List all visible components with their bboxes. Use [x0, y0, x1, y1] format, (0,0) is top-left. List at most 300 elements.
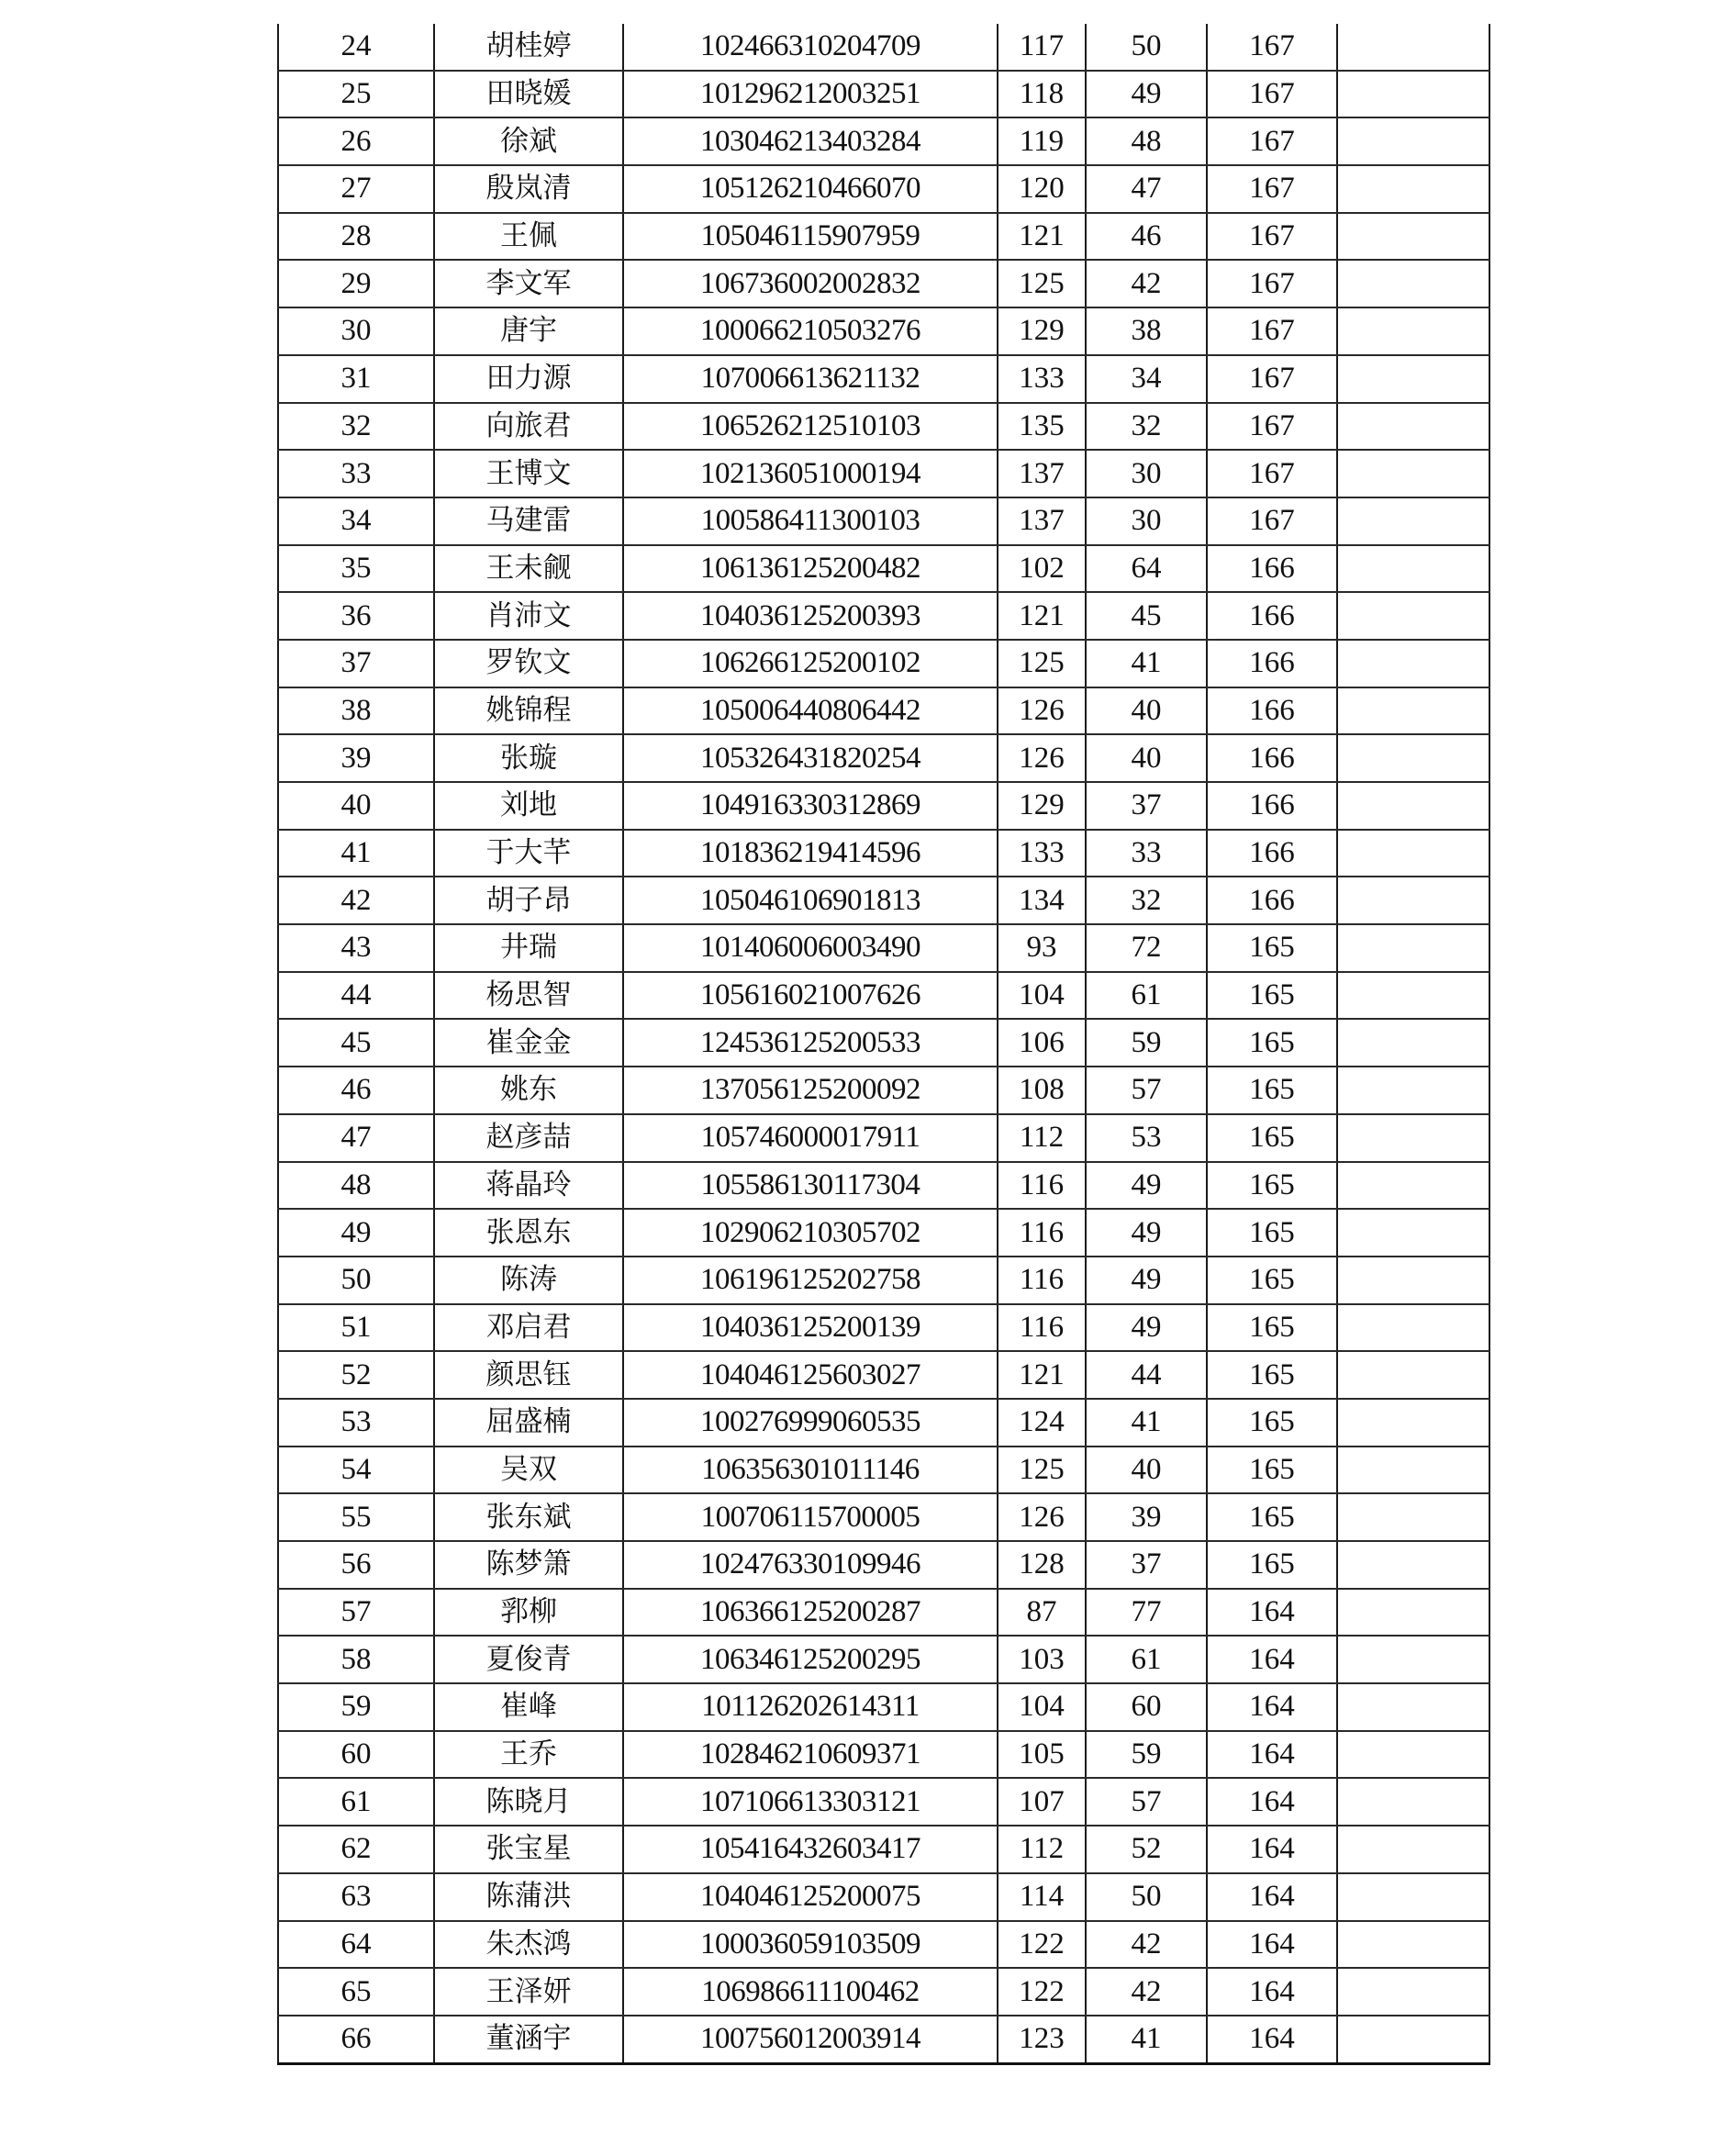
cell-score-2: 50	[1086, 24, 1207, 71]
cell-name: 张璇	[434, 734, 623, 782]
cell-candidate-id: 105006440806442	[623, 687, 998, 735]
table-row	[278, 734, 1489, 782]
cell-candidate-id: 105046106901813	[623, 877, 998, 924]
cell-candidate-id: 105326431820254	[623, 734, 998, 782]
cell-note	[1337, 1162, 1489, 1210]
cell-score-1: 121	[998, 213, 1086, 261]
cell-score-1: 112	[998, 1114, 1086, 1162]
cell-score-1: 133	[998, 355, 1086, 403]
cell-score-2: 30	[1086, 450, 1207, 497]
cell-note	[1337, 1493, 1489, 1541]
cell-seq-no: 36	[278, 592, 434, 640]
cell-candidate-id: 105586130117304	[623, 1162, 998, 1210]
cell-name: 王乔	[434, 1731, 623, 1779]
cell-total: 164	[1207, 1683, 1337, 1731]
cell-total: 165	[1207, 1257, 1337, 1304]
table-row	[278, 1304, 1489, 1352]
cell-seq-no: 35	[278, 545, 434, 593]
cell-note	[1337, 592, 1489, 640]
table-row	[278, 640, 1489, 687]
cell-note	[1337, 450, 1489, 497]
cell-seq-no: 47	[278, 1114, 434, 1162]
cell-score-1: 134	[998, 877, 1086, 924]
cell-candidate-id: 100756012003914	[623, 2016, 998, 2063]
cell-total: 166	[1207, 687, 1337, 735]
cell-name: 马建雷	[434, 497, 623, 545]
cell-total: 167	[1207, 117, 1337, 165]
cell-score-1: 106	[998, 1019, 1086, 1067]
table-row	[278, 260, 1489, 307]
cell-name: 颜思钰	[434, 1351, 623, 1399]
cell-seq-no: 34	[278, 497, 434, 545]
cell-candidate-id: 124536125200533	[623, 1019, 998, 1067]
cell-name: 胡桂婷	[434, 24, 623, 71]
cell-score-2: 52	[1086, 1826, 1207, 1873]
cell-note	[1337, 213, 1489, 261]
cell-candidate-id: 106736002002832	[623, 260, 998, 307]
cell-score-1: 87	[998, 1589, 1086, 1637]
cell-total: 165	[1207, 1304, 1337, 1352]
cell-seq-no: 39	[278, 734, 434, 782]
table-row	[278, 1541, 1489, 1589]
cell-note	[1337, 71, 1489, 118]
cell-name: 刘地	[434, 782, 623, 830]
cell-note	[1337, 403, 1489, 451]
cell-name: 张宝星	[434, 1826, 623, 1873]
cell-seq-no: 55	[278, 1493, 434, 1541]
cell-name: 肖沛文	[434, 592, 623, 640]
cell-seq-no: 26	[278, 117, 434, 165]
cell-score-1: 104	[998, 1683, 1086, 1731]
cell-score-1: 121	[998, 592, 1086, 640]
cell-score-2: 41	[1086, 1399, 1207, 1447]
cell-note	[1337, 2016, 1489, 2063]
cell-score-2: 49	[1086, 1257, 1207, 1304]
table-row	[278, 1447, 1489, 1494]
table-row	[278, 403, 1489, 451]
table-row	[278, 213, 1489, 261]
cell-score-1: 116	[998, 1209, 1086, 1257]
cell-candidate-id: 106266125200102	[623, 640, 998, 687]
cell-name: 胡子昂	[434, 877, 623, 924]
cell-name: 夏俊青	[434, 1636, 623, 1683]
cell-score-2: 41	[1086, 640, 1207, 687]
table-row	[278, 165, 1489, 213]
cell-name: 殷岚清	[434, 165, 623, 213]
cell-candidate-id: 100066210503276	[623, 307, 998, 355]
cell-total: 167	[1207, 307, 1337, 355]
cell-score-2: 42	[1086, 260, 1207, 307]
cell-candidate-id: 106136125200482	[623, 545, 998, 593]
cell-name: 姚锦程	[434, 687, 623, 735]
cell-seq-no: 30	[278, 307, 434, 355]
cell-score-1: 124	[998, 1399, 1086, 1447]
cell-total: 164	[1207, 1968, 1337, 2016]
cell-name: 王未觎	[434, 545, 623, 593]
cell-name: 蒋晶玲	[434, 1162, 623, 1210]
cell-score-1: 137	[998, 497, 1086, 545]
cell-candidate-id: 102476330109946	[623, 1541, 998, 1589]
cell-seq-no: 28	[278, 213, 434, 261]
cell-seq-no: 44	[278, 972, 434, 1020]
cell-score-2: 40	[1086, 1447, 1207, 1494]
cell-candidate-id: 102906210305702	[623, 1209, 998, 1257]
table-body	[278, 24, 1489, 2063]
cell-name: 朱杰鸿	[434, 1921, 623, 1969]
cell-score-2: 47	[1086, 165, 1207, 213]
cell-seq-no: 59	[278, 1683, 434, 1731]
cell-candidate-id: 106356301011146	[623, 1447, 998, 1494]
cell-total: 167	[1207, 260, 1337, 307]
cell-score-1: 104	[998, 972, 1086, 1020]
cell-name: 张东斌	[434, 1493, 623, 1541]
cell-note	[1337, 24, 1489, 71]
cell-score-1: 116	[998, 1162, 1086, 1210]
cell-score-1: 126	[998, 734, 1086, 782]
cell-seq-no: 49	[278, 1209, 434, 1257]
table-row	[278, 355, 1489, 403]
cell-score-1: 122	[998, 1968, 1086, 2016]
table-row	[278, 972, 1489, 1020]
cell-score-2: 49	[1086, 1304, 1207, 1352]
cell-note	[1337, 117, 1489, 165]
cell-total: 166	[1207, 782, 1337, 830]
cell-score-1: 121	[998, 1351, 1086, 1399]
cell-note	[1337, 924, 1489, 972]
cell-seq-no: 32	[278, 403, 434, 451]
table-row	[278, 1873, 1489, 1921]
cell-total: 165	[1207, 1067, 1337, 1114]
cell-note	[1337, 830, 1489, 877]
cell-seq-no: 63	[278, 1873, 434, 1921]
cell-note	[1337, 1968, 1489, 2016]
cell-candidate-id: 105616021007626	[623, 972, 998, 1020]
cell-total: 166	[1207, 830, 1337, 877]
cell-candidate-id: 106366125200287	[623, 1589, 998, 1637]
table-row	[278, 687, 1489, 735]
cell-score-2: 61	[1086, 1636, 1207, 1683]
cell-seq-no: 45	[278, 1019, 434, 1067]
cell-note	[1337, 260, 1489, 307]
cell-score-2: 39	[1086, 1493, 1207, 1541]
cell-total: 165	[1207, 1019, 1337, 1067]
cell-note	[1337, 1447, 1489, 1494]
cell-score-2: 49	[1086, 71, 1207, 118]
cell-candidate-id: 102846210609371	[623, 1731, 998, 1779]
cell-seq-no: 31	[278, 355, 434, 403]
cell-note	[1337, 640, 1489, 687]
cell-name: 唐宇	[434, 307, 623, 355]
cell-candidate-id: 105746000017911	[623, 1114, 998, 1162]
cell-total: 165	[1207, 1493, 1337, 1541]
cell-seq-no: 40	[278, 782, 434, 830]
cell-score-1: 129	[998, 782, 1086, 830]
cell-name: 徐斌	[434, 117, 623, 165]
cell-total: 165	[1207, 1162, 1337, 1210]
table-row	[278, 117, 1489, 165]
cell-candidate-id: 104046125200075	[623, 1873, 998, 1921]
cell-note	[1337, 1826, 1489, 1873]
cell-seq-no: 62	[278, 1826, 434, 1873]
table-row	[278, 497, 1489, 545]
cell-total: 166	[1207, 734, 1337, 782]
table-row	[278, 1826, 1489, 1873]
table-row	[278, 1589, 1489, 1637]
cell-note	[1337, 1683, 1489, 1731]
cell-score-2: 34	[1086, 355, 1207, 403]
cell-candidate-id: 104036125200393	[623, 592, 998, 640]
cell-seq-no: 66	[278, 2016, 434, 2063]
table-row	[278, 1114, 1489, 1162]
cell-total: 167	[1207, 24, 1337, 71]
cell-note	[1337, 355, 1489, 403]
cell-note	[1337, 1257, 1489, 1304]
cell-seq-no: 27	[278, 165, 434, 213]
cell-score-2: 49	[1086, 1209, 1207, 1257]
cell-score-2: 59	[1086, 1731, 1207, 1779]
cell-score-1: 125	[998, 260, 1086, 307]
cell-total: 167	[1207, 403, 1337, 451]
cell-total: 165	[1207, 924, 1337, 972]
cell-seq-no: 50	[278, 1257, 434, 1304]
cell-note	[1337, 1731, 1489, 1779]
cell-total: 165	[1207, 1447, 1337, 1494]
cell-note	[1337, 1921, 1489, 1969]
cell-score-2: 44	[1086, 1351, 1207, 1399]
cell-score-1: 116	[998, 1257, 1086, 1304]
cell-name: 罗钦文	[434, 640, 623, 687]
cell-total: 165	[1207, 1351, 1337, 1399]
cell-score-2: 48	[1086, 117, 1207, 165]
table-row	[278, 782, 1489, 830]
cell-seq-no: 60	[278, 1731, 434, 1779]
cell-note	[1337, 782, 1489, 830]
cell-score-1: 122	[998, 1921, 1086, 1969]
cell-total: 166	[1207, 640, 1337, 687]
cell-score-1: 119	[998, 117, 1086, 165]
cell-candidate-id: 100036059103509	[623, 1921, 998, 1969]
cell-score-2: 32	[1086, 403, 1207, 451]
cell-candidate-id: 106526212510103	[623, 403, 998, 451]
cell-seq-no: 24	[278, 24, 434, 71]
cell-note	[1337, 734, 1489, 782]
cell-candidate-id: 105416432603417	[623, 1826, 998, 1873]
cell-score-1: 116	[998, 1304, 1086, 1352]
cell-candidate-id: 100276999060535	[623, 1399, 998, 1447]
cell-score-2: 64	[1086, 545, 1207, 593]
cell-name: 姚东	[434, 1067, 623, 1114]
cell-candidate-id: 106196125202758	[623, 1257, 998, 1304]
cell-name: 王佩	[434, 213, 623, 261]
cell-score-2: 61	[1086, 972, 1207, 1020]
table-row	[278, 1493, 1489, 1541]
cell-seq-no: 48	[278, 1162, 434, 1210]
cell-total: 167	[1207, 497, 1337, 545]
cell-name: 张恩东	[434, 1209, 623, 1257]
cell-seq-no: 52	[278, 1351, 434, 1399]
cell-note	[1337, 972, 1489, 1020]
cell-seq-no: 46	[278, 1067, 434, 1114]
table-row	[278, 1162, 1489, 1210]
cell-score-2: 40	[1086, 687, 1207, 735]
cell-score-1: 105	[998, 1731, 1086, 1779]
table-row	[278, 71, 1489, 118]
cell-score-2: 45	[1086, 592, 1207, 640]
cell-seq-no: 43	[278, 924, 434, 972]
table-row	[278, 24, 1489, 71]
cell-seq-no: 61	[278, 1778, 434, 1826]
cell-candidate-id: 106986611100462	[623, 1968, 998, 2016]
cell-seq-no: 64	[278, 1921, 434, 1969]
cell-candidate-id: 101126202614311	[623, 1683, 998, 1731]
cell-total: 167	[1207, 355, 1337, 403]
cell-total: 164	[1207, 1731, 1337, 1779]
cell-score-2: 38	[1086, 307, 1207, 355]
cell-total: 164	[1207, 1636, 1337, 1683]
cell-name: 井瑞	[434, 924, 623, 972]
table-row	[278, 307, 1489, 355]
cell-seq-no: 58	[278, 1636, 434, 1683]
cell-seq-no: 37	[278, 640, 434, 687]
cell-seq-no: 53	[278, 1399, 434, 1447]
cell-score-2: 49	[1086, 1162, 1207, 1210]
cell-candidate-id: 105046115907959	[623, 213, 998, 261]
table-row	[278, 1778, 1489, 1826]
cell-name: 李文军	[434, 260, 623, 307]
cell-score-2: 40	[1086, 734, 1207, 782]
cell-note	[1337, 1019, 1489, 1067]
cell-name: 崔峰	[434, 1683, 623, 1731]
cell-note	[1337, 1778, 1489, 1826]
cell-score-2: 46	[1086, 213, 1207, 261]
cell-note	[1337, 1067, 1489, 1114]
cell-seq-no: 41	[278, 830, 434, 877]
cell-candidate-id: 107006613621132	[623, 355, 998, 403]
cell-name: 王博文	[434, 450, 623, 497]
table-row	[278, 1683, 1489, 1731]
cell-note	[1337, 1209, 1489, 1257]
document-page	[277, 24, 1489, 2065]
cell-name: 郛柳	[434, 1589, 623, 1637]
cell-score-2: 37	[1086, 782, 1207, 830]
cell-candidate-id: 106346125200295	[623, 1636, 998, 1683]
table-row	[278, 592, 1489, 640]
cell-score-1: 125	[998, 1447, 1086, 1494]
cell-score-1: 125	[998, 640, 1086, 687]
cell-score-2: 41	[1086, 2016, 1207, 2063]
cell-total: 166	[1207, 592, 1337, 640]
cell-seq-no: 42	[278, 877, 434, 924]
cell-score-2: 32	[1086, 877, 1207, 924]
cell-score-2: 42	[1086, 1921, 1207, 1969]
cell-score-2: 59	[1086, 1019, 1207, 1067]
cell-total: 167	[1207, 165, 1337, 213]
cell-total: 165	[1207, 1541, 1337, 1589]
cell-candidate-id: 107106613303121	[623, 1778, 998, 1826]
table-row	[278, 877, 1489, 924]
table-row	[278, 2016, 1489, 2063]
cell-candidate-id: 104036125200139	[623, 1304, 998, 1352]
cell-name: 屈盛楠	[434, 1399, 623, 1447]
cell-name: 崔金金	[434, 1019, 623, 1067]
table-row	[278, 1399, 1489, 1447]
table-row	[278, 545, 1489, 593]
cell-score-2: 60	[1086, 1683, 1207, 1731]
cell-total: 165	[1207, 1209, 1337, 1257]
cell-name: 于大芊	[434, 830, 623, 877]
cell-score-1: 126	[998, 1493, 1086, 1541]
cell-candidate-id: 103046213403284	[623, 117, 998, 165]
cell-name: 董涵宇	[434, 2016, 623, 2063]
cell-note	[1337, 877, 1489, 924]
cell-total: 164	[1207, 2016, 1337, 2063]
cell-total: 164	[1207, 1778, 1337, 1826]
cell-note	[1337, 1636, 1489, 1683]
cell-score-2: 37	[1086, 1541, 1207, 1589]
cell-note	[1337, 1873, 1489, 1921]
cell-note	[1337, 1304, 1489, 1352]
cell-score-1: 112	[998, 1826, 1086, 1873]
cell-note	[1337, 307, 1489, 355]
table-row	[278, 1019, 1489, 1067]
cell-score-2: 53	[1086, 1114, 1207, 1162]
cell-total: 164	[1207, 1873, 1337, 1921]
cell-note	[1337, 1589, 1489, 1637]
table-row	[278, 450, 1489, 497]
cell-score-1: 117	[998, 24, 1086, 71]
cell-total: 167	[1207, 71, 1337, 118]
cell-note	[1337, 1351, 1489, 1399]
cell-note	[1337, 1541, 1489, 1589]
cell-name: 赵彦喆	[434, 1114, 623, 1162]
cell-score-1: 108	[998, 1067, 1086, 1114]
table-row	[278, 1731, 1489, 1779]
cell-candidate-id: 137056125200092	[623, 1067, 998, 1114]
cell-total: 166	[1207, 877, 1337, 924]
cell-score-1: 102	[998, 545, 1086, 593]
cell-name: 陈晓月	[434, 1778, 623, 1826]
cell-name: 陈蒲洪	[434, 1873, 623, 1921]
cell-note	[1337, 1114, 1489, 1162]
cell-note	[1337, 497, 1489, 545]
cell-candidate-id: 101296212003251	[623, 71, 998, 118]
table-row	[278, 924, 1489, 972]
cell-score-1: 128	[998, 1541, 1086, 1589]
cell-candidate-id: 102466310204709	[623, 24, 998, 71]
cell-score-2: 57	[1086, 1067, 1207, 1114]
cell-score-1: 114	[998, 1873, 1086, 1921]
cell-candidate-id: 102136051000194	[623, 450, 998, 497]
cell-candidate-id: 101836219414596	[623, 830, 998, 877]
cell-note	[1337, 165, 1489, 213]
cell-candidate-id: 101406006003490	[623, 924, 998, 972]
cell-name: 杨思智	[434, 972, 623, 1020]
cell-candidate-id: 105126210466070	[623, 165, 998, 213]
cell-score-1: 107	[998, 1778, 1086, 1826]
table-row	[278, 1968, 1489, 2016]
cell-total: 165	[1207, 972, 1337, 1020]
cell-total: 164	[1207, 1826, 1337, 1873]
cell-name: 吴双	[434, 1447, 623, 1494]
score-table	[277, 24, 1490, 2065]
cell-score-1: 137	[998, 450, 1086, 497]
table-row	[278, 830, 1489, 877]
cell-score-2: 42	[1086, 1968, 1207, 2016]
cell-score-1: 123	[998, 2016, 1086, 2063]
cell-name: 向旅君	[434, 403, 623, 451]
cell-total: 167	[1207, 450, 1337, 497]
cell-seq-no: 38	[278, 687, 434, 735]
